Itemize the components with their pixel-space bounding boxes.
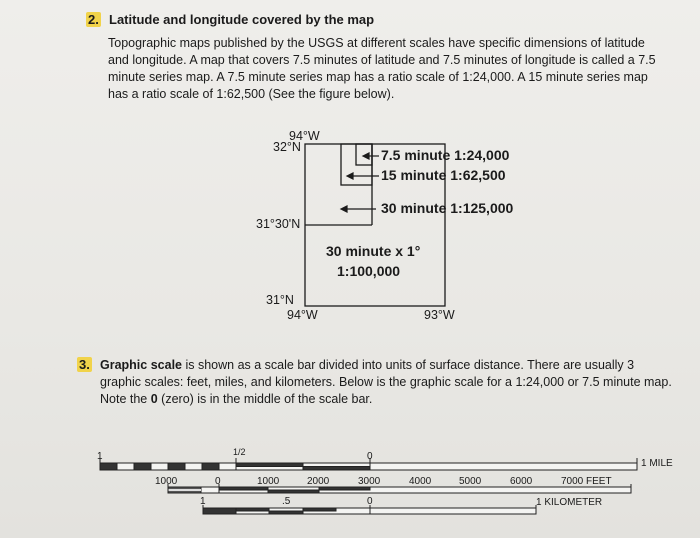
graphic-scale-term: Graphic scale xyxy=(100,358,182,372)
question-2-paragraph: Topographic maps published by the USGS at different scales have specific dimensions of latitude and longitude. A map that covers 7.5 minutes of latitude and 7.5 minutes of longitude is called a 7.5 minute series map. A 7.5 minute series map has a ratio scale of 1:24,000. A 15 minute series map has a ratio scale of 1:62,500 (See the figure below). xyxy=(108,36,656,101)
bottom-left-longitude-label: 94°W xyxy=(287,308,318,322)
question-2-number: 2. xyxy=(88,12,99,27)
label-30-minute: 30 minute 1:125,000 xyxy=(381,200,514,216)
mid-latitude-label: 31°30'N xyxy=(256,217,301,231)
feet-label-4000: 4000 xyxy=(409,476,432,487)
km-right-label: 1 KILOMETER xyxy=(536,497,603,508)
bottom-right-longitude-label: 93°W xyxy=(424,308,455,322)
mile-left-label: 1 xyxy=(97,451,103,462)
mile-right-label: 1 MILE xyxy=(641,458,673,469)
mile-half-label: 1/2 xyxy=(233,447,246,457)
feet-label-2000: 2000 xyxy=(307,476,330,487)
feet-label-3000: 3000 xyxy=(358,476,381,487)
feet-label-5000: 5000 xyxy=(459,476,482,487)
feet-label-7000-feet: 7000 FEET xyxy=(561,476,612,487)
feet-label-6000: 6000 xyxy=(510,476,533,487)
feet-label-1000: 1000 xyxy=(257,476,280,487)
mile-zero-label: 0 xyxy=(367,451,373,462)
km-half-label: .5 xyxy=(282,496,291,507)
question-2-title: Latitude and longitude covered by the map xyxy=(109,12,375,27)
question-3-number: 3. xyxy=(79,357,90,372)
km-left-label: 1 xyxy=(200,496,206,507)
question-3-paragraph: Graphic scale is shown as a scale bar divided into units of surface distance. There are usually 3 graphic scales: feet, miles, and kilometers. Below is the graphic scale for a 1:24,000 or 7.5 minute map. Note the 0 (zero) is in the middle of the scale bar. xyxy=(100,358,672,406)
top-latitude-label: 32°N xyxy=(273,140,301,154)
top-longitude-label: 94°W xyxy=(289,129,320,143)
label-15-minute: 15 minute 1:62,500 xyxy=(381,167,506,183)
feet-label-1000-left: 1000 xyxy=(155,476,178,487)
box-label-ratio: 1:100,000 xyxy=(337,263,401,279)
bottom-latitude-label: 31°N xyxy=(266,293,294,307)
km-zero-label: 0 xyxy=(367,496,373,507)
label-7-5-minute: 7.5 minute 1:24,000 xyxy=(381,147,510,163)
feet-label-0: 0 xyxy=(215,476,221,487)
box-label-30-minute-by-degree: 30 minute x 1° xyxy=(326,243,421,259)
